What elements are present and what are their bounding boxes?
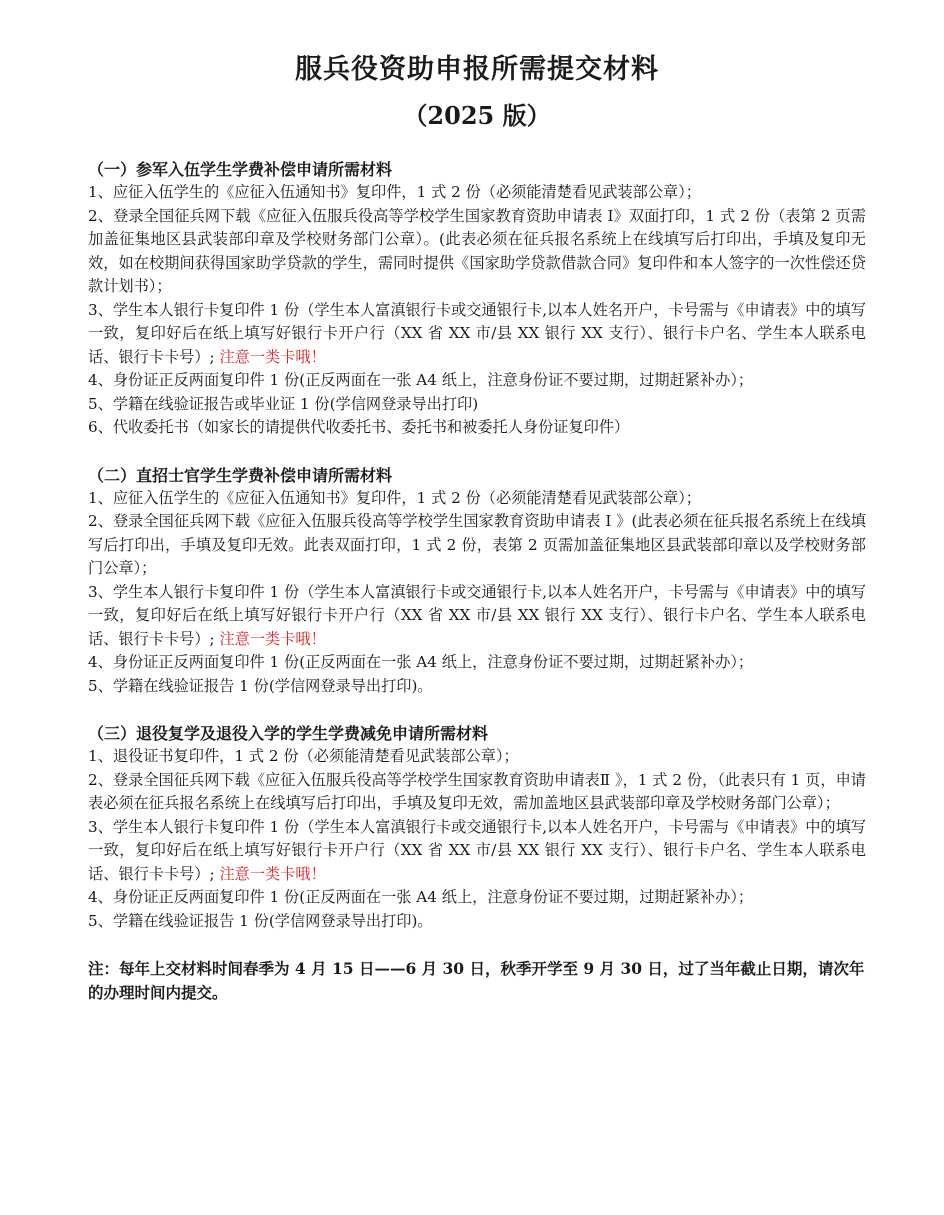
section-heading: （二）直招士官学生学费补偿申请所需材料	[88, 465, 393, 485]
document-page	[88, 50, 866, 1021]
list-item: 1、应征入伍学生的《应征入伍通知书》复印件，1 式 2 份（必须能清楚看见武装部公章）；	[88, 488, 701, 507]
list-item: 3、学生本人银行卡复印件 1 份（学生本人富滇银行卡或交通银行卡,以本人姓名开户，卡号需与《申请表》中的填写一致，复印好后在纸上填写好银行卡开户行（XX 省 XX 市/县 XX 银行 XX 支行）、银行卡户名、学生本人联系电话、银行卡卡号）; 注意一类卡哦！	[88, 582, 866, 648]
list-item: 3、学生本人银行卡复印件 1 份（学生本人富滇银行卡或交通银行卡,以本人姓名开户，卡号需与《申请表》中的填写一致，复印好后在纸上填写好银行卡开户行（XX 省 XX 市/县 XX 银行 XX 支行）、银行卡户名、学生本人联系电话、银行卡卡号）; 注意一类卡哦！	[88, 817, 866, 883]
list-item: 5、学籍在线验证报告或毕业证 1 份(学信网登录导出打印)	[88, 394, 479, 413]
section-3	[88, 722, 866, 933]
list-item: 2、登录全国征兵网下载《应征入伍服兵役高等学校学生国家教育资助申请表Ⅱ 》，1 式 2 份，（此表只有 1 页，申请表必须在征兵报名系统上在线填写后打印出，手填及复印无效，需加盖地区县武装部印章及学校财务部门公章）；	[88, 770, 866, 812]
list-item: 1、退役证书复印件，1 式 2 份（必须能清楚看见武装部公章）；	[88, 747, 519, 765]
list-item: 5、学籍在线验证报告 1 份(学信网登录导出打印)。	[88, 911, 433, 930]
deadline-note: 注：每年上交材料时间春季为 4 月 15 日——6 月 30 日，秋季开学至 9 月 30 日，过了当年截止日期，请次年的办理时间内提交。	[88, 959, 865, 1002]
list-item: 5、学籍在线验证报告 1 份(学信网登录导出打印)。	[88, 676, 433, 695]
list-item: 4、身份证正反两面复印件 1 份(正反两面在一张 A4 纸上，注意身份证不要过期，过期赶紧补办）；	[88, 653, 754, 671]
list-item: 2、登录全国征兵网下载《应征入伍服兵役高等学校学生国家教育资助申请表 Ⅰ 》(此表必须在征兵报名系统上在线填写后打印出，手填及复印无效。此表双面打印，1 式 2 份，表第 2 页需加盖征集地区县武装部印章以及学校财务部门公章）；	[88, 512, 866, 577]
section-1	[88, 158, 866, 440]
page-title: 服兵役资助申报所需提交材料	[295, 54, 659, 85]
list-item: 4、身份证正反两面复印件 1 份(正反两面在一张 A4 纸上，注意身份证不要过期，过期赶紧补办）；	[88, 888, 754, 906]
list-item: 4、身份证正反两面复印件 1 份(正反两面在一张 A4 纸上，注意身份证不要过期，过期赶紧补办）；	[88, 371, 754, 389]
section-heading: （三）退役复学及退役入学的学生学费减免申请所需材料	[88, 724, 489, 743]
list-item: 2、登录全国征兵网下载《应征入伍服兵役高等学校学生国家教育资助申请表 Ⅰ》双面打印，1 式 2 份（表第 2 页需加盖征集地区县武装部印章及学校财务部门公章）。(此表必须在征兵报名系统上在线填写后打印出，手填及复印无效，如在校期间获得国家助学贷款的学生，需同时提供《国家助学贷款借款合同》复印件和本人签字的一次性偿还贷款计划书）；	[88, 206, 866, 295]
list-item: 3、学生本人银行卡复印件 1 份（学生本人富滇银行卡或交通银行卡,以本人姓名开户，卡号需与《申请表》中的填写一致，复印好后在纸上填写好银行卡开户行（XX 省 XX 市/县 XX 银行 XX 支行）、银行卡户名、学生本人联系电话、银行卡卡号）; 注意一类卡哦！	[88, 300, 866, 366]
page-subtitle: （2025 版）	[403, 101, 551, 130]
warning-text: 注意一类卡哦！	[219, 864, 326, 883]
section-2	[88, 464, 866, 699]
warning-text: 注意一类卡哦！	[219, 347, 326, 366]
section-heading: （一）参军入伍学生学费补偿申请所需材料	[88, 160, 393, 179]
list-item: 6、代收委托书（如家长的请提供代收委托书、委托书和被委托人身份证复印件）	[88, 418, 630, 436]
list-item: 1、应征入伍学生的《应征入伍通知书》复印件，1 式 2 份（必须能清楚看见武装部公章）；	[88, 183, 701, 201]
warning-text: 注意一类卡哦！	[219, 629, 326, 648]
